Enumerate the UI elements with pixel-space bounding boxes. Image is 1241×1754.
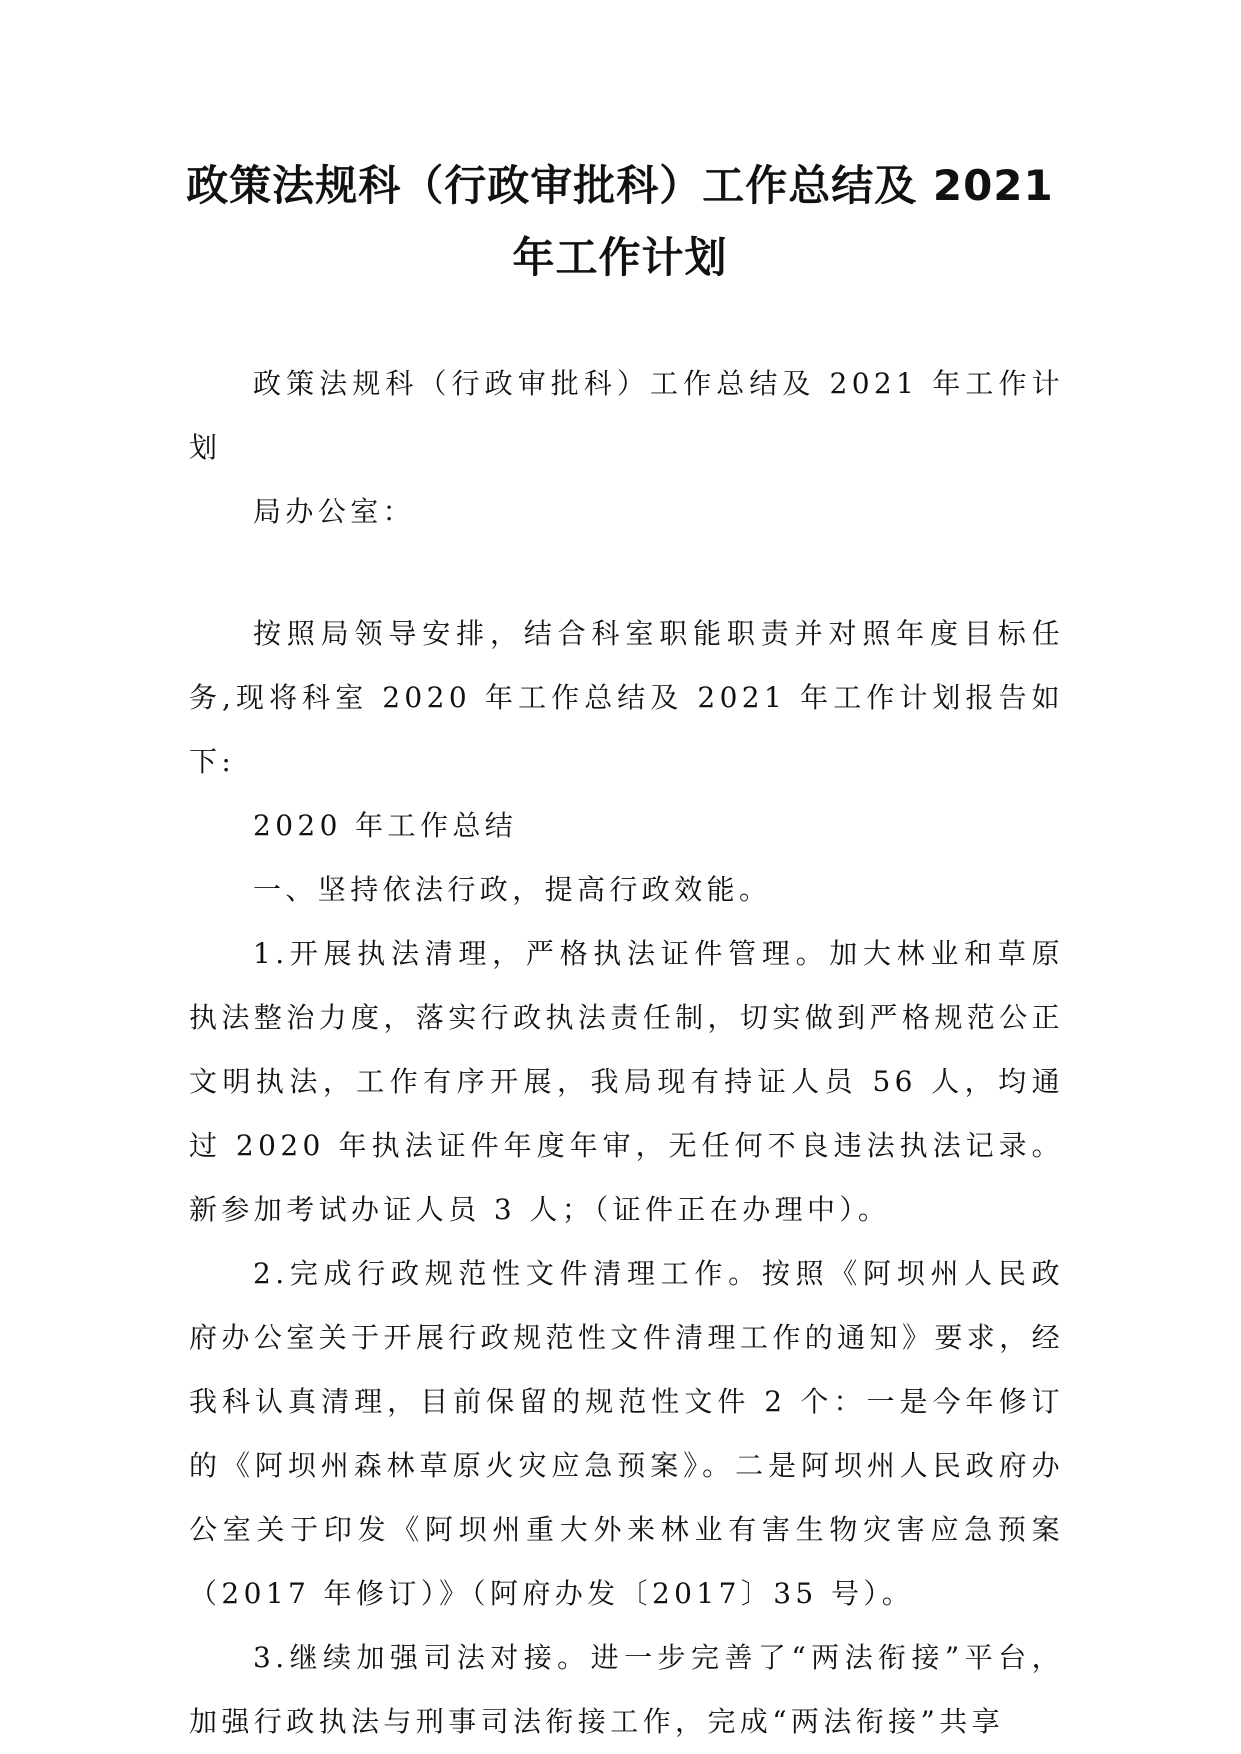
document-body [189,352,1064,1754]
addressee: 局办公室： [253,495,416,528]
section-heading-2020: 2020 年工作总结 [253,809,518,842]
intro-paragraph: 按照局领导安排，结合科室职能职责并对照年度目标任务,现将科室 2020 年工作总结及 2021 年工作计划报告如下: [189,617,1064,778]
title-line-1: 政策法规科（行政审批科）工作总结及 2021 [186,161,1054,210]
blank-line [189,544,1064,602]
title-line-2: 年工作计划 [512,233,728,282]
paragraph-item-3: 3.继续加强司法对接。进一步完善了“两法衔接”平台，加强行政执法与刑事司法衔接工作，完成“两法衔接”共享 [189,1641,1064,1738]
paragraph-item-1: 1.开展执法清理，严格执法证件管理。加大林业和草原执法整治力度，落实行政执法责任制，切实做到严格规范公正文明执法，工作有序开展，我局现有持证人员 56 人，均通过 2020 年执法证件年度年审，无任何不良违法执法记录。新参加考试办证人员 3 人；（证件正在办理中）。 [189,937,1064,1226]
document-title [185,150,1055,294]
subsection-heading-1: 一、坚持依法行政，提高行政效能。 [253,873,772,906]
paragraph-item-2: 2.完成行政规范性文件清理工作。按照《阿坝州人民政府办公室关于开展行政规范性文件清理工作的通知》要求，经我科认真清理，目前保留的规范性文件 2 个：一是今年修订的《阿坝州森林草原火灾应急预案》。二是阿坝州人民政府办公室关于印发《阿坝州重大外来林业有害生物灾害应急预案（2017 年修订）》（阿府办发〔2017〕35 号）。 [189,1257,1064,1610]
subject-line: 政策法规科（行政审批科）工作总结及 2021 年工作计划 [189,367,1064,464]
